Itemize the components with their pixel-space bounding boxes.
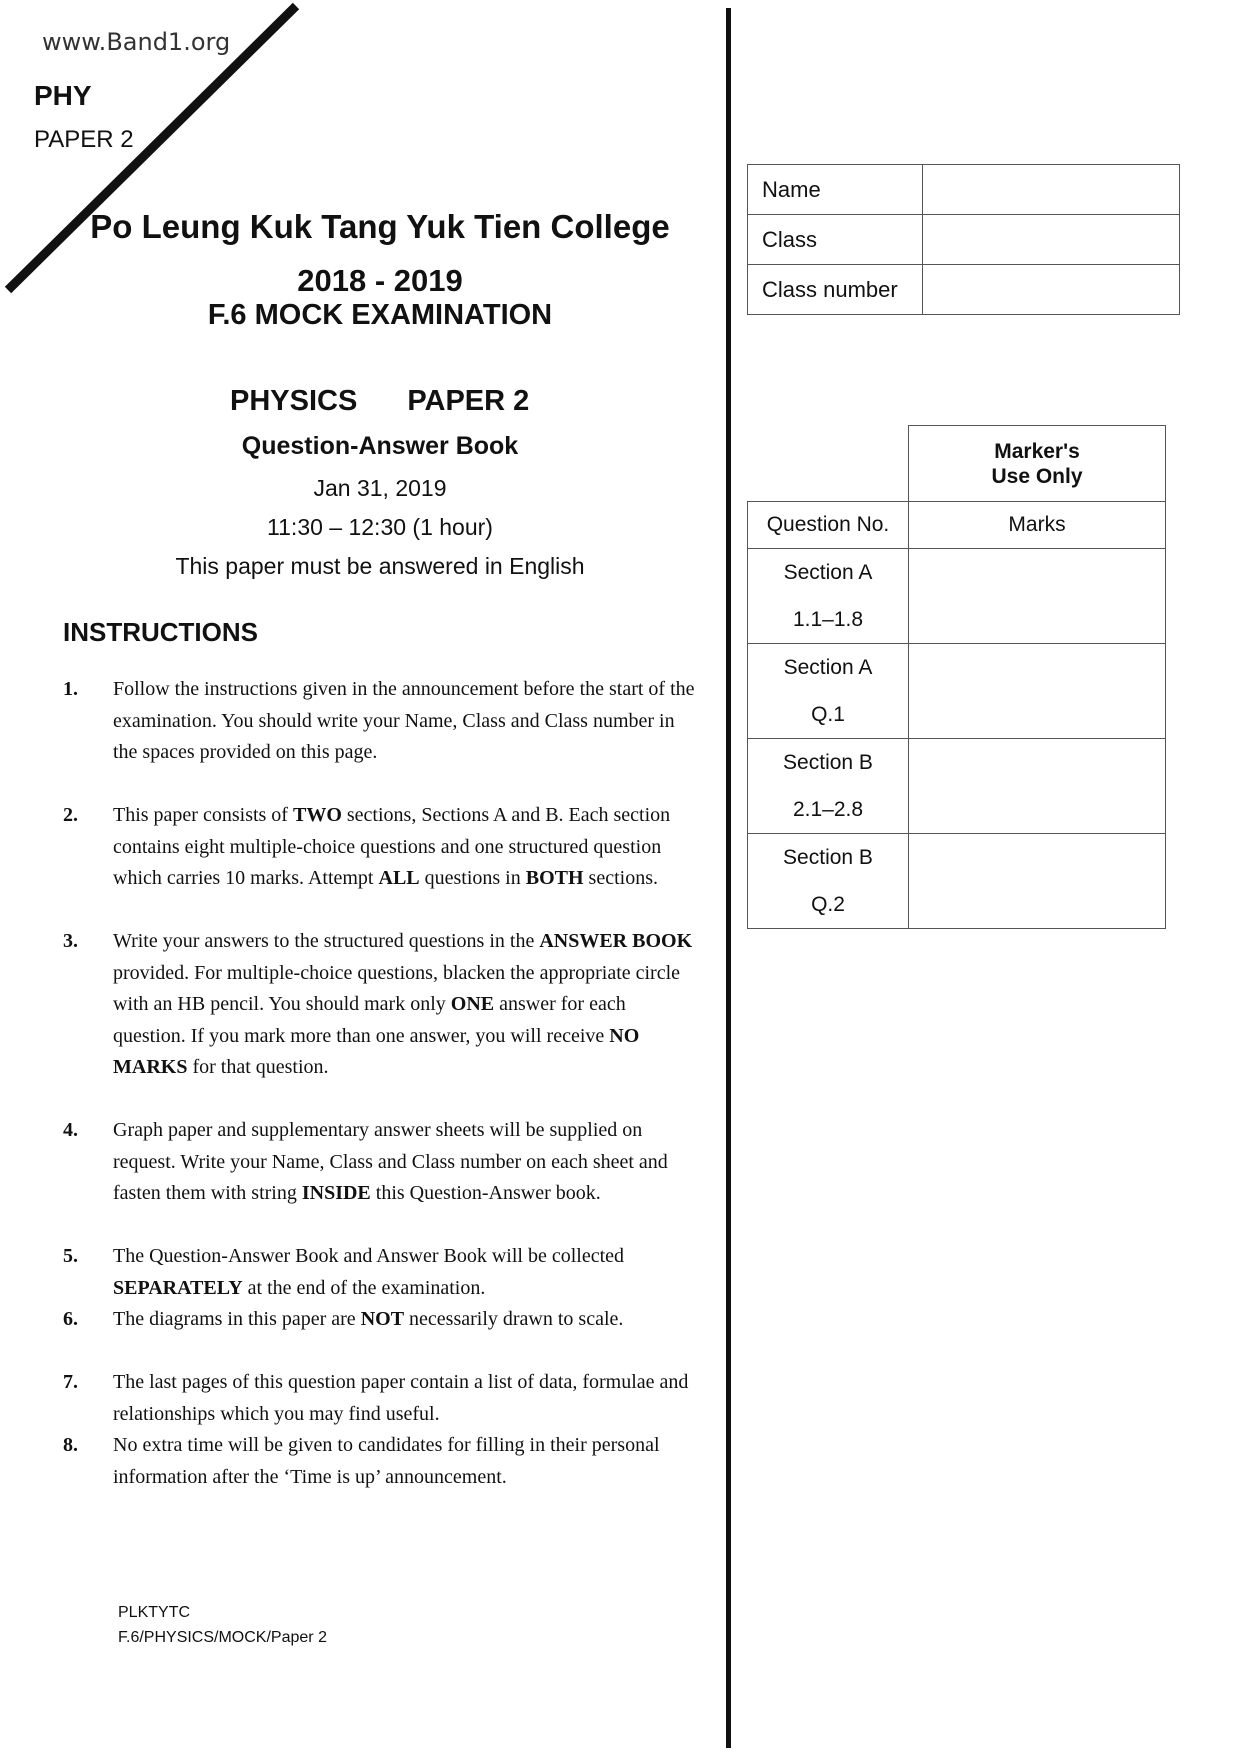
question-section: Section B [783,846,873,869]
instruction-item [63,1241,703,1304]
instruction-emphasis: SEPARATELY [113,1276,243,1299]
candidate-info-table [747,164,1180,315]
name-row [748,165,1180,215]
question-cell [748,644,909,739]
instruction-text: The last pages of this question paper contain a list of data, formulae and relationships which you may find useful. [113,1371,689,1425]
instruction-number: 7. [63,1371,78,1393]
marker-use-heading [909,426,1166,502]
question-cell [748,739,909,834]
instruction-emphasis: ONE [450,993,495,1015]
instruction-item [63,1304,703,1336]
instruction-text: This paper consists of TWO sections, Sections A and B. Each section contains eight multiple-choice questions and one structured question which carries 10 marks. Attempt ALL questions in BOTH sections. [113,804,671,889]
subject-name: PHYSICS [230,385,358,417]
instruction-emphasis: ALL [378,867,420,889]
instruction-text: Graph paper and supplementary answer sheets will be supplied on request. Write your Name, Class and Class number on each sheet and fasten them with string INSIDE this Question-Answer book. [113,1119,668,1204]
instruction-emphasis: INSIDE [301,1182,371,1204]
paper-number: PAPER 2 [407,385,530,417]
marks-cell[interactable] [909,739,1166,834]
question-range: 2.1–2.8 [792,798,864,821]
marks-cell[interactable] [909,644,1166,739]
instruction-number: 2. [63,804,78,826]
footer [118,1600,327,1650]
question-section: Section B [783,751,873,774]
watermark-url: www.Band1.org [42,28,231,56]
class-label: Class [748,215,923,265]
instruction-text: Write your answers to the structured questions in the ANSWER BOOK provided. For multiple-choice questions, blacken the appropriate circle with an HB pencil. You should mark only ONE answer for each question. If you mark more than one answer, you will receive NO MARKS for that question. [113,930,693,1078]
instruction-item [63,800,703,895]
question-section: Section A [783,656,873,679]
marks-cell[interactable] [909,834,1166,929]
name-field[interactable] [923,165,1180,215]
class-row [748,215,1180,265]
language-note: This paper must be answered in English [175,553,585,579]
question-range: Q.2 [811,893,845,916]
question-section: Section A [783,561,873,584]
instructions-title: INSTRUCTIONS [63,617,258,647]
class-number-field[interactable] [923,265,1180,315]
instruction-number: 1. [63,678,78,700]
instruction-item [63,674,703,769]
instruction-emphasis: NO MARKS [113,1024,640,1078]
question-cell [748,549,909,644]
marker-heading-line2: Use Only [991,464,1083,488]
book-title: Question-Answer Book [241,432,519,460]
exam-title: F.6 MOCK EXAMINATION [207,299,553,331]
instruction-item [63,1115,703,1210]
instruction-number: 5. [63,1245,78,1267]
question-cell [748,834,909,929]
instruction-text: The Question-Answer Book and Answer Book will be collected SEPARATELY at the end of the examination. [113,1245,625,1299]
instruction-emphasis: ANSWER BOOK [539,930,693,952]
page-divider [726,8,731,1748]
instruction-item [63,926,703,1084]
marks-cell[interactable] [909,549,1166,644]
instruction-text: No extra time will be given to candidates for filling in their personal information after the ‘Time is up’ announcement. [113,1434,660,1488]
class-field[interactable] [923,215,1180,265]
class-number-label: Class number [748,265,923,315]
instruction-number: 4. [63,1119,78,1141]
instruction-number: 6. [63,1308,78,1330]
instruction-text: Follow the instructions given in the announcement before the start of the examination. You should write your Name, Class and Class number in the spaces provided on this page. [113,678,695,763]
instruction-number: 8. [63,1434,78,1456]
academic-year: 2018 - 2019 [297,263,463,298]
instruction-item [63,1430,703,1493]
footer-school-code: PLKTYTC [118,1604,191,1621]
paper-label: PAPER 2 [34,126,134,153]
subject-paper-heading [230,385,529,418]
instruction-number: 3. [63,930,78,952]
instruction-emphasis: TWO [292,804,342,826]
school-name: Po Leung Kuk Tang Yuk Tien College [90,208,670,245]
instruction-item [63,1367,703,1430]
question-no-header: Question No. [748,502,909,549]
footer-paper-code: F.6/PHYSICS/MOCK/Paper 2 [118,1629,327,1646]
marker-table [747,425,1166,929]
question-range: 1.1–1.8 [792,608,864,631]
exam-date: Jan 31, 2019 [313,475,447,501]
subject-code: PHY [34,80,92,111]
marker-heading-line1: Marker's [994,439,1080,463]
marks-header: Marks [909,502,1166,549]
instruction-emphasis: NOT [360,1308,405,1330]
instruction-text: The diagrams in this paper are NOT necessarily drawn to scale. [113,1308,624,1330]
name-label: Name [748,165,923,215]
exam-time: 11:30 – 12:30 (1 hour) [267,514,493,540]
question-range: Q.1 [811,703,845,726]
class-number-row [748,265,1180,315]
instruction-emphasis: BOTH [525,867,584,889]
